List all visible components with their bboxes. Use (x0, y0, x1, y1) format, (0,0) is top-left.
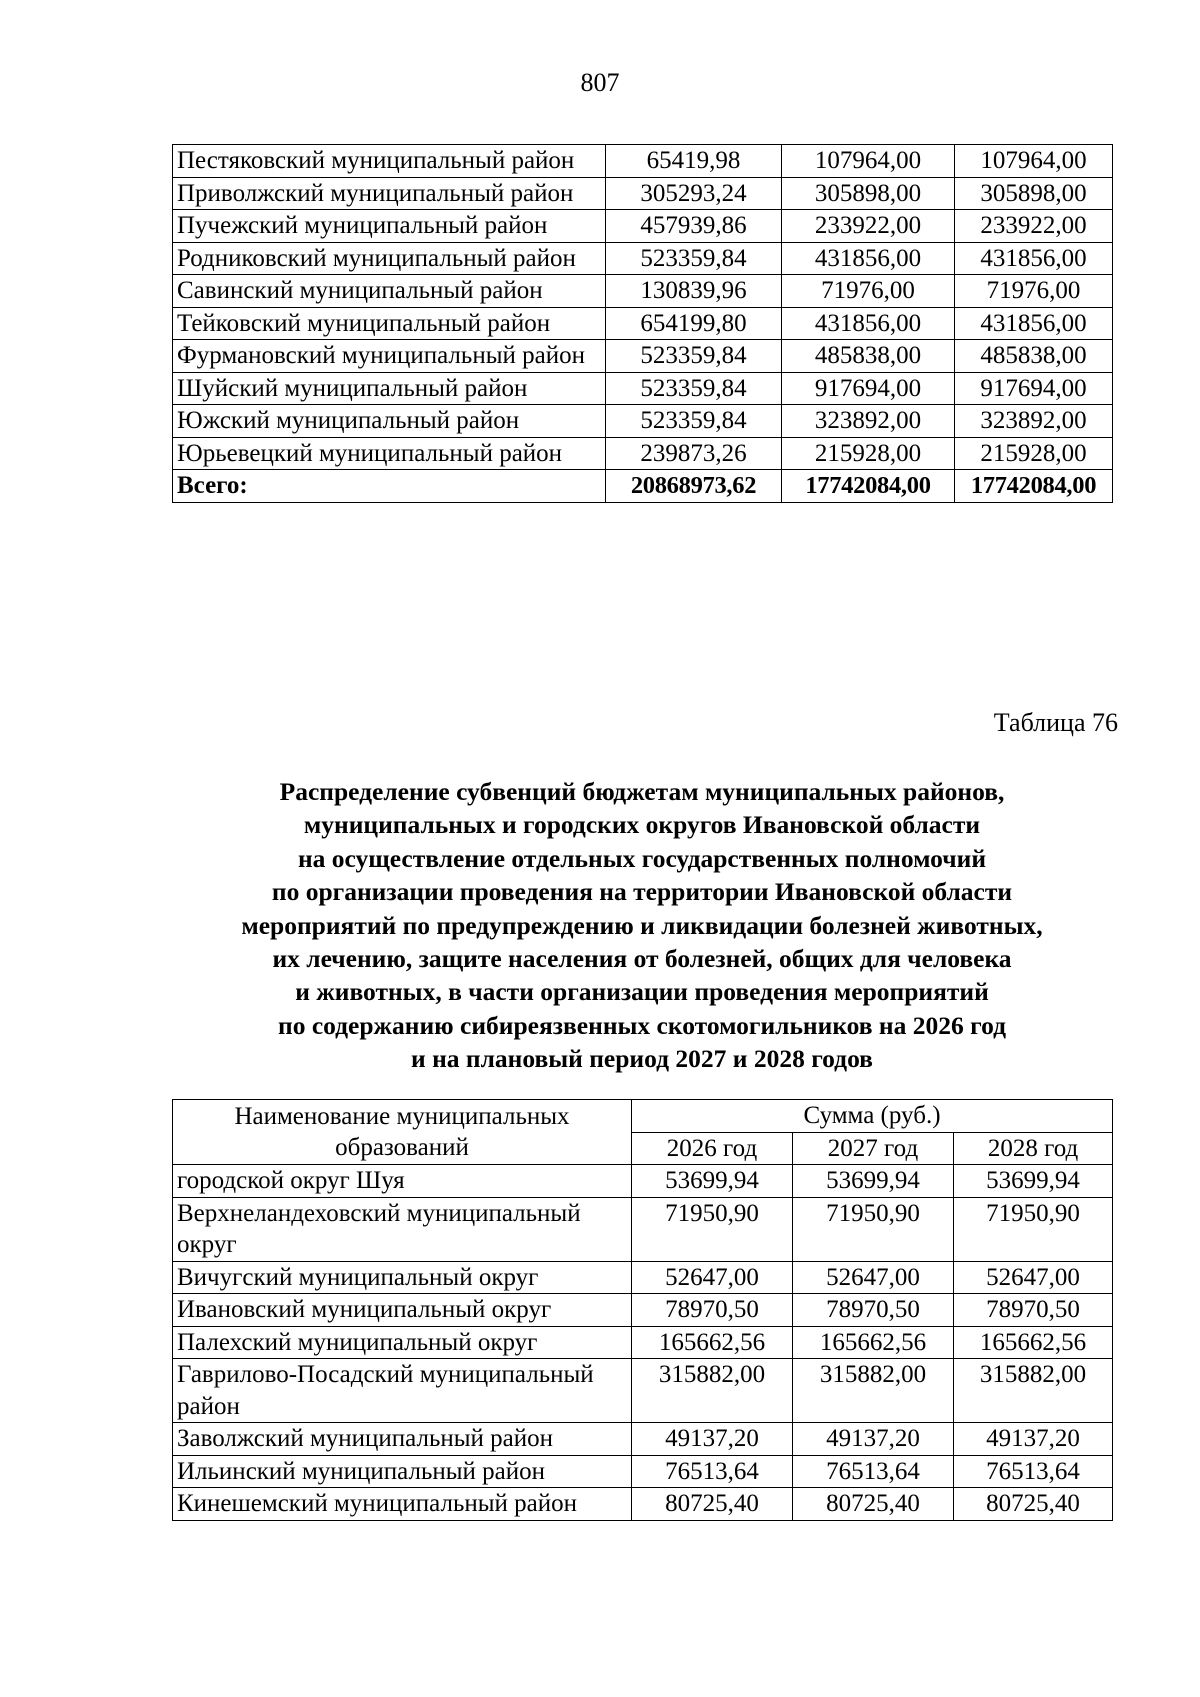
value-cell-2028: 215928,00 (955, 437, 1113, 470)
total-value-2026: 20868973,62 (606, 470, 782, 503)
table-row (173, 1165, 1113, 1198)
value-cell-2028: 49137,20 (954, 1423, 1113, 1456)
row-name-cell: Вичугский муниципальный округ (173, 1261, 632, 1294)
value-cell-2027: 215928,00 (782, 437, 955, 470)
value-cell-2027: 78970,50 (793, 1294, 954, 1327)
heading-line: по содержанию сибиреязвенных скотомогильников на 2026 год (278, 1010, 1006, 1040)
value-cell-2027: 315882,00 (793, 1359, 954, 1423)
table-row (173, 372, 1113, 405)
value-cell-2027: 305898,00 (782, 177, 955, 210)
value-cell-2027: 71976,00 (782, 275, 955, 308)
row-name-cell: Шуйский муниципальный район (173, 372, 606, 405)
value-cell-2028: 431856,00 (955, 307, 1113, 340)
value-cell-2028: 165662,56 (954, 1326, 1113, 1359)
value-cell-2026: 53699,94 (632, 1165, 793, 1198)
value-cell-2027: 431856,00 (782, 307, 955, 340)
table-row (173, 1294, 1113, 1327)
header-year-2028: 2028 год (954, 1132, 1113, 1165)
table-row (173, 145, 1113, 178)
value-cell-2026: 523359,84 (606, 242, 782, 275)
table-row (173, 437, 1113, 470)
value-cell-2027: 76513,64 (793, 1455, 954, 1488)
row-name-cell: Ивановский муниципальный округ (173, 1294, 632, 1327)
value-cell-2028: 52647,00 (954, 1261, 1113, 1294)
value-cell-2028: 917694,00 (955, 372, 1113, 405)
value-cell-2026: 71950,90 (632, 1197, 793, 1261)
heading-line: их лечению, защите населения от болезней, общих для человека (272, 944, 1012, 974)
total-row (173, 470, 1113, 503)
value-cell-2027: 323892,00 (782, 405, 955, 438)
table-row (173, 405, 1113, 438)
value-cell-2026: 523359,84 (606, 405, 782, 438)
table-row (173, 1261, 1113, 1294)
table-row (173, 242, 1113, 275)
total-label: Всего: (173, 470, 606, 503)
table-row (173, 1488, 1113, 1521)
row-name-cell: Юрьевецкий муниципальный район (173, 437, 606, 470)
row-name-cell: Родниковский муниципальный район (173, 242, 606, 275)
value-cell-2028: 76513,64 (954, 1455, 1113, 1488)
row-name-cell: Южский муниципальный район (173, 405, 606, 438)
heading-line: Распределение субвенций бюджетам муниципальных районов, (279, 777, 1005, 806)
value-cell-2027: 107964,00 (782, 145, 955, 178)
value-cell-2027: 80725,40 (793, 1488, 954, 1521)
heading-line: муниципальных и городских округов Ивановской области (303, 810, 981, 840)
value-cell-2028: 323892,00 (955, 405, 1113, 438)
header-year-2027: 2027 год (793, 1132, 954, 1165)
value-cell-2026: 76513,64 (632, 1455, 793, 1488)
value-cell-2027: 233922,00 (782, 210, 955, 243)
value-cell-2027: 485838,00 (782, 340, 955, 373)
row-name-cell: Приволжский муниципальный район (173, 177, 606, 210)
row-name-cell: Гаврилово-Посадский муниципальный район (173, 1359, 632, 1423)
value-cell-2028: 315882,00 (954, 1359, 1113, 1423)
table-row (173, 1197, 1113, 1261)
value-cell-2026: 49137,20 (632, 1423, 793, 1456)
value-cell-2026: 80725,40 (632, 1488, 793, 1521)
total-value-2028: 17742084,00 (955, 470, 1113, 503)
value-cell-2026: 52647,00 (632, 1261, 793, 1294)
page-number: 807 (580, 68, 620, 97)
value-cell-2026: 239873,26 (606, 437, 782, 470)
row-name-cell: Заволжский муниципальный район (173, 1423, 632, 1456)
value-cell-2026: 315882,00 (632, 1359, 793, 1423)
heading-line: мероприятий по предупреждению и ликвидации болезней животных, (241, 910, 1043, 940)
table-heading (172, 775, 1112, 1076)
value-cell-2027: 431856,00 (782, 242, 955, 275)
continued-table (172, 144, 1113, 503)
value-cell-2026: 457939,86 (606, 210, 782, 243)
row-name-cell: Пучежский муниципальный район (173, 210, 606, 243)
row-name-cell: Кинешемский муниципальный район (173, 1488, 632, 1521)
value-cell-2027: 71950,90 (793, 1197, 954, 1261)
value-cell-2028: 305898,00 (955, 177, 1113, 210)
total-value-2027: 17742084,00 (782, 470, 955, 503)
value-cell-2028: 71950,90 (954, 1197, 1113, 1261)
value-cell-2026: 523359,84 (606, 340, 782, 373)
table-row (173, 1423, 1113, 1456)
value-cell-2026: 78970,50 (632, 1294, 793, 1327)
header-sum-col: Сумма (руб.) (632, 1100, 1113, 1133)
row-name-cell: Ильинский муниципальный район (173, 1455, 632, 1488)
table-row (173, 275, 1113, 308)
value-cell-2028: 233922,00 (955, 210, 1113, 243)
value-cell-2028: 71976,00 (955, 275, 1113, 308)
row-name-cell: Палехский муниципальный округ (173, 1326, 632, 1359)
value-cell-2028: 431856,00 (955, 242, 1113, 275)
heading-line: и на плановый период 2027 и 2028 годов (411, 1044, 873, 1074)
table-row (173, 1326, 1113, 1359)
value-cell-2026: 654199,80 (606, 307, 782, 340)
heading-line: на осуществление отдельных государственных полномочий (297, 843, 987, 873)
value-cell-2027: 49137,20 (793, 1423, 954, 1456)
table-row (173, 307, 1113, 340)
table-row (173, 210, 1113, 243)
value-cell-2028: 53699,94 (954, 1165, 1113, 1198)
value-cell-2028: 485838,00 (955, 340, 1113, 373)
value-cell-2026: 130839,96 (606, 275, 782, 308)
value-cell-2027: 917694,00 (782, 372, 955, 405)
value-cell-2028: 107964,00 (955, 145, 1113, 178)
row-name-cell: Тейковский муниципальный район (173, 307, 606, 340)
value-cell-2027: 52647,00 (793, 1261, 954, 1294)
heading-line: и животных, в части организации проведения мероприятий (295, 977, 989, 1007)
row-name-cell: Савинский муниципальный район (173, 275, 606, 308)
row-name-cell: Пестяковский муниципальный район (173, 145, 606, 178)
row-name-cell: Фурмановский муниципальный район (173, 340, 606, 373)
table-header-row (173, 1100, 1113, 1133)
table-row (173, 177, 1113, 210)
value-cell-2026: 65419,98 (606, 145, 782, 178)
value-cell-2026: 305293,24 (606, 177, 782, 210)
header-year-2026: 2026 год (632, 1132, 793, 1165)
heading-line: по организации проведения на территории Ивановской области (271, 877, 1013, 907)
table-76 (172, 1099, 1113, 1521)
value-cell-2028: 78970,50 (954, 1294, 1113, 1327)
header-name-col: Наименование муниципальных образований (173, 1100, 632, 1165)
table-label: Таблица 76 (993, 708, 1118, 737)
table-row (173, 340, 1113, 373)
value-cell-2026: 165662,56 (632, 1326, 793, 1359)
row-name-cell: Верхнеландеховский муниципальный округ (173, 1197, 632, 1261)
value-cell-2028: 80725,40 (954, 1488, 1113, 1521)
table-row (173, 1455, 1113, 1488)
row-name-cell: городской округ Шуя (173, 1165, 632, 1198)
table-row (173, 1359, 1113, 1423)
value-cell-2027: 53699,94 (793, 1165, 954, 1198)
value-cell-2026: 523359,84 (606, 372, 782, 405)
value-cell-2027: 165662,56 (793, 1326, 954, 1359)
